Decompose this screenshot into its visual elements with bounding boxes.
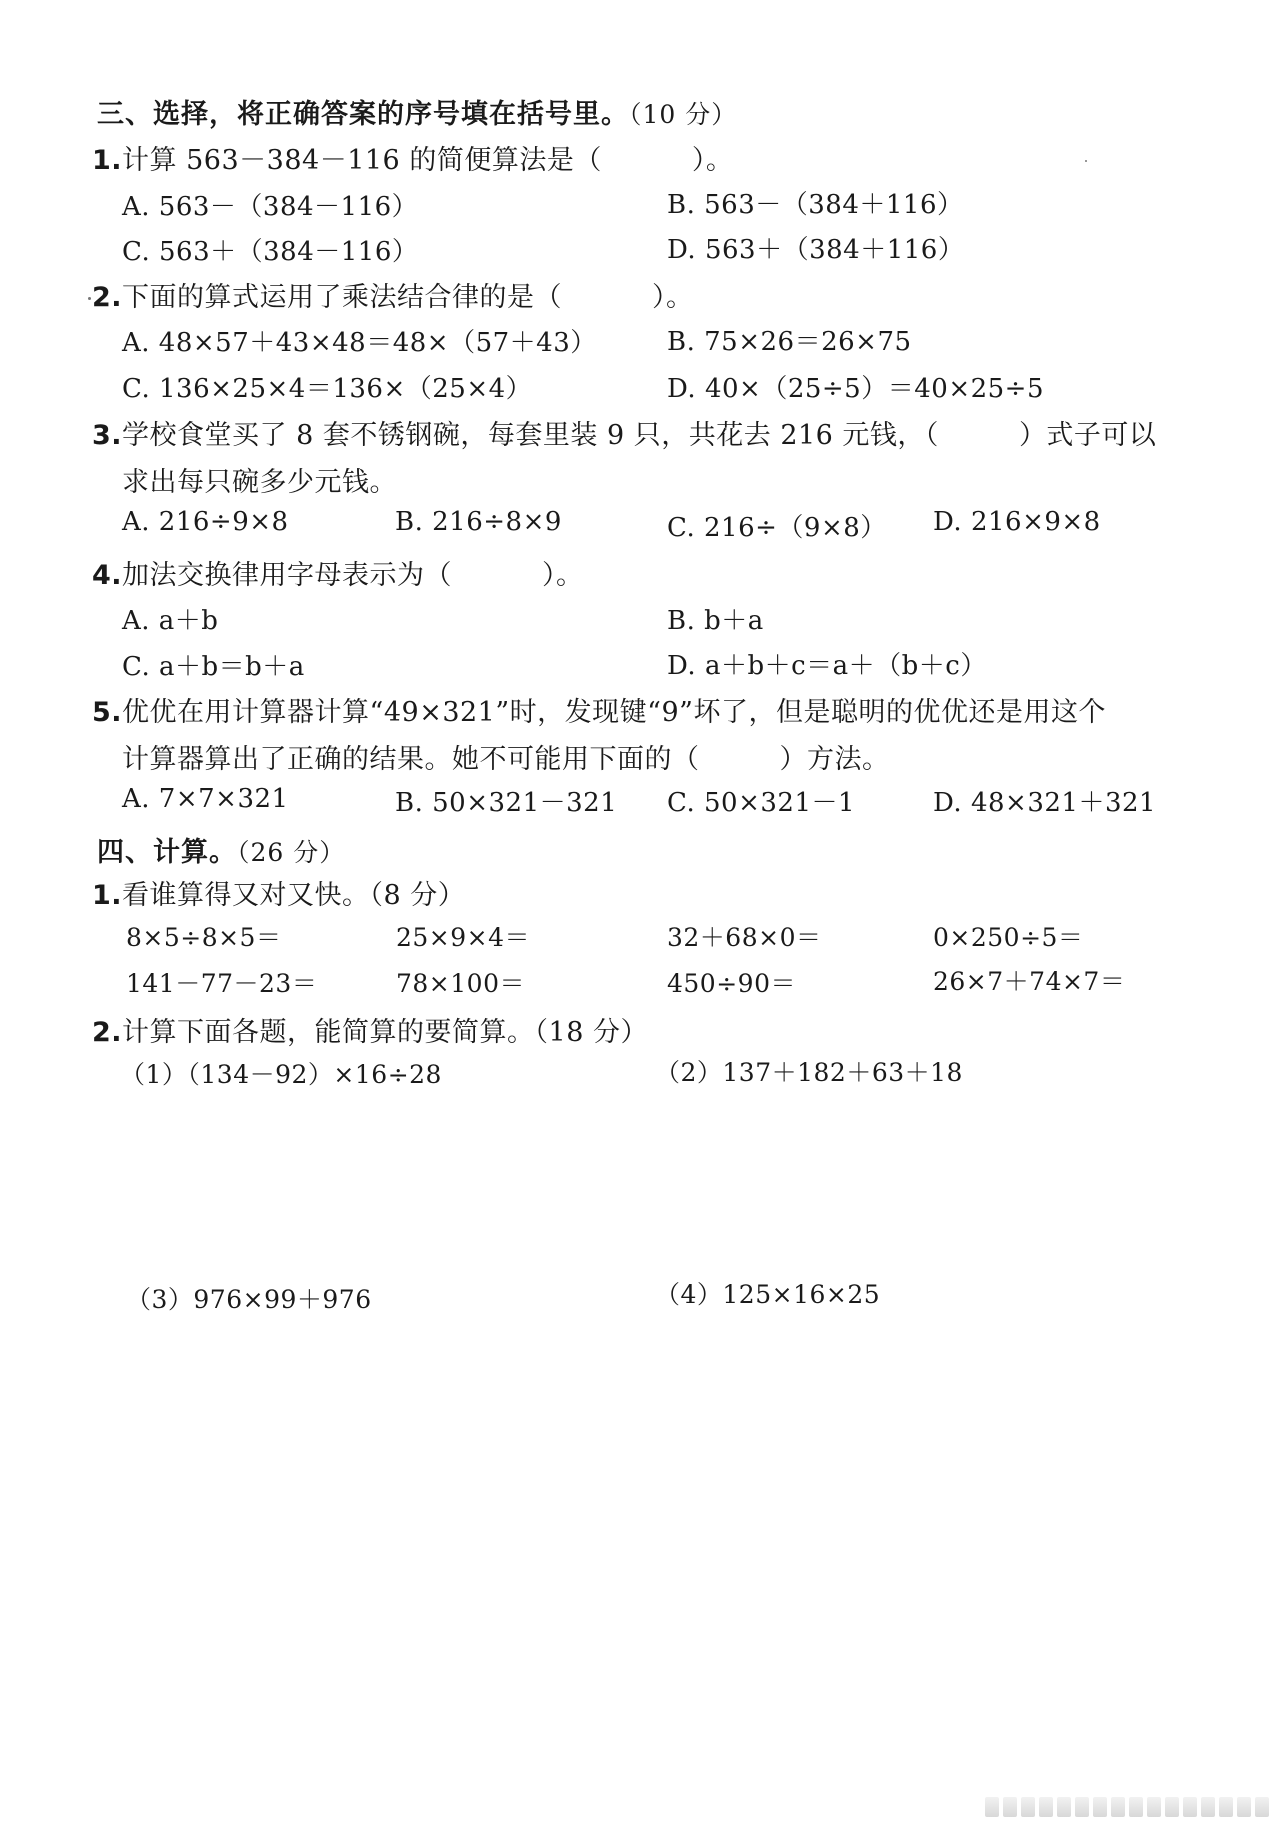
question-text-end: ）方法。 — [779, 744, 890, 775]
option-c: C. 563＋（384－116） — [122, 237, 419, 267]
option-d: D. 216×9×8 — [933, 507, 1101, 537]
question-4 — [92, 553, 584, 592]
option-b: B. b＋a — [667, 606, 764, 636]
calc-problem-3: （3）976×99＋976 — [126, 1285, 372, 1314]
question-number: 1. — [92, 145, 123, 176]
question-text-end: ）。 — [691, 145, 734, 176]
question-text-end: ）。 — [542, 560, 584, 591]
part-points: （8 分） — [369, 880, 466, 911]
question-text: 加法交换律用字母表示为（ — [122, 560, 453, 591]
option-d: D. a＋b＋c＝a＋（b＋c） — [667, 651, 987, 681]
question-text: 计算器算出了正确的结果。她不可能用下面的（ — [122, 744, 700, 775]
part-text: 计算下面各题，能简算的要简算。 — [122, 1017, 535, 1048]
mental-math-item: 8×5÷8×5＝ — [126, 923, 282, 952]
section-4-points: （26 分） — [237, 838, 346, 867]
option-a: A. 216÷9×8 — [122, 507, 289, 537]
option-c: C. 216÷（9×8） — [667, 513, 887, 543]
question-3 — [92, 413, 1156, 452]
question-text-end: ）式子可以 — [1018, 420, 1157, 451]
calc-problem-2: （2）137＋182＋63＋18 — [655, 1058, 963, 1087]
calc-problem-4: （4）125×16×25 — [655, 1280, 881, 1309]
question-text: 计算 563－384－116 的简便算法是（ — [122, 145, 602, 176]
question-text: 下面的算式运用了乘法结合律的是（ — [122, 282, 563, 313]
option-c: C. a＋b＝b＋a — [122, 652, 305, 682]
mental-math-item: 0×250÷5＝ — [933, 923, 1084, 952]
option-a: A. a＋b — [122, 606, 219, 636]
mental-math-item: 25×9×4＝ — [396, 923, 531, 952]
option-b: B. 216÷8×9 — [395, 507, 562, 537]
option-b: B. 50×321－321 — [395, 788, 618, 818]
option-b: B. 563－（384＋116） — [667, 190, 964, 220]
calc-problem-1: （1）（134－92）×16÷28 — [120, 1060, 442, 1089]
mental-math-item: 141－77－23＝ — [126, 969, 318, 998]
question-5 — [92, 690, 1106, 729]
option-d: D. 40×（25÷5）＝40×25÷5 — [667, 374, 1045, 404]
scan-speck — [1085, 160, 1087, 162]
option-d: D. 563＋（384＋116） — [667, 235, 965, 265]
part-2-heading — [92, 1010, 648, 1049]
question-3-line-2: 求出每只碗多少元钱。 — [122, 467, 397, 498]
option-a: A. 7×7×321 — [122, 784, 289, 814]
question-text: 学校食堂买了 8 套不锈钢碗，每套里装 9 只，共花去 216 元钱，（ — [122, 420, 939, 451]
part-1-heading — [92, 873, 465, 912]
question-text: 优优在用计算器计算“49×321”时，发现键“9”坏了，但是聪明的优优还是用这个 — [122, 697, 1106, 728]
part-number: 1. — [92, 880, 123, 911]
mental-math-item: 26×7＋74×7＝ — [933, 967, 1126, 996]
section-3-title: 三、选择，将正确答案的序号填在括号里。 — [97, 99, 629, 130]
option-d: D. 48×321＋321 — [933, 788, 1157, 818]
scan-edge-artifact — [985, 1795, 1275, 1817]
question-2 — [92, 275, 694, 314]
question-number: 2. — [92, 282, 123, 313]
option-b: B. 75×26＝26×75 — [667, 327, 912, 357]
question-1 — [92, 138, 733, 177]
section-4-title: 四、计算。 — [97, 837, 237, 868]
option-a: A. 48×57＋43×48＝48×（57＋43） — [122, 328, 597, 358]
section-4-heading — [97, 830, 345, 869]
section-3-heading — [97, 92, 737, 131]
question-number: 3. — [92, 420, 123, 451]
question-number: 5. — [92, 697, 123, 728]
question-number: 4. — [92, 560, 123, 591]
option-c: C. 50×321－1 — [667, 788, 856, 818]
mental-math-item: 32＋68×0＝ — [667, 923, 822, 952]
question-text-end: ）。 — [652, 282, 694, 313]
scan-speck — [88, 297, 91, 300]
option-a: A. 563－（384－116） — [122, 192, 419, 222]
part-points: （18 分） — [534, 1017, 648, 1048]
part-text: 看谁算得又对又快。 — [122, 880, 370, 911]
section-3-points: （10 分） — [629, 100, 738, 129]
mental-math-item: 78×100＝ — [396, 969, 525, 998]
option-c: C. 136×25×4＝136×（25×4） — [122, 374, 533, 404]
mental-math-item: 450÷90＝ — [667, 969, 796, 998]
part-number: 2. — [92, 1017, 123, 1048]
question-5-line-2 — [122, 737, 890, 776]
